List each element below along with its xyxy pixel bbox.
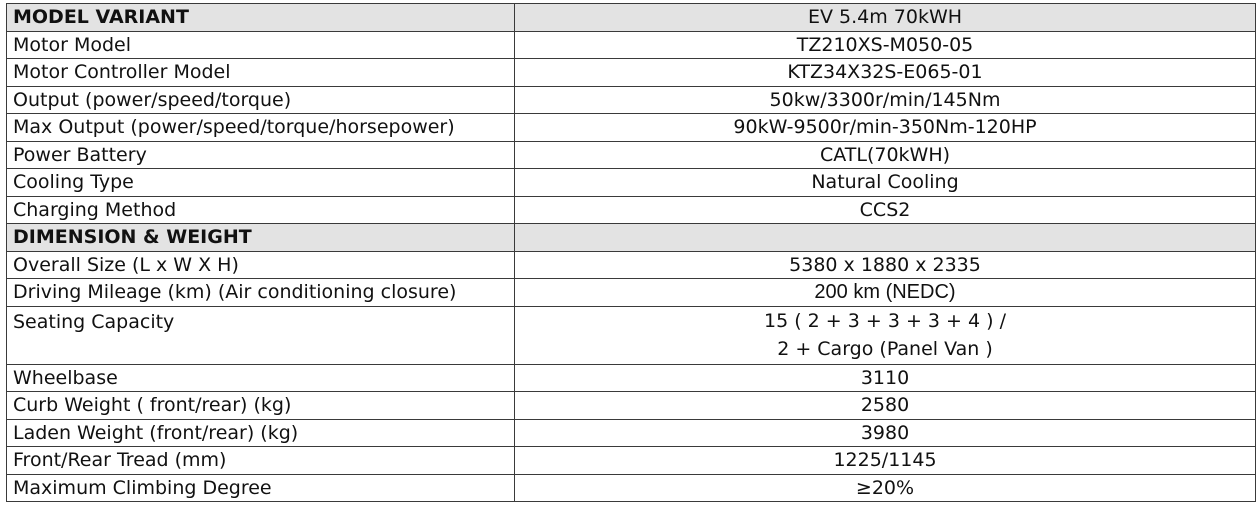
table-row (7, 392, 1256, 420)
row-value: ≥20% (515, 474, 1256, 502)
row-label: Overall Size (L x W X H) (7, 251, 515, 279)
row-label: Output (power/speed/torque) (7, 86, 515, 114)
row-label: Power Battery (7, 141, 515, 169)
row-value: CATL(70kWH) (515, 141, 1256, 169)
row-value-line-2: 2 + Cargo (Panel Van ) (777, 338, 993, 360)
row-value: KTZ34X32S-E065-01 (515, 59, 1256, 87)
row-label: Laden Weight (front/rear) (kg) (7, 419, 515, 447)
row-value: CCS2 (515, 196, 1256, 224)
table-row (7, 306, 1256, 364)
table-row (7, 419, 1256, 447)
row-value (515, 306, 1256, 364)
model-variant-value: EV 5.4m 70kWH (515, 4, 1256, 32)
section-label: MODEL VARIANT (7, 4, 515, 32)
row-label: Driving Mileage (km) (Air conditioning closure) (7, 279, 515, 307)
row-label: Motor Model (7, 31, 515, 59)
table-row (7, 141, 1256, 169)
table-row (7, 279, 1256, 307)
row-value: TZ210XS-M050-05 (515, 31, 1256, 59)
row-value: 5380 x 1880 x 2335 (515, 251, 1256, 279)
section-label: DIMENSION & WEIGHT (7, 224, 515, 252)
row-value: 3110 (515, 364, 1256, 392)
row-label: Seating Capacity (7, 306, 515, 364)
row-label: Motor Controller Model (7, 59, 515, 87)
table-row (7, 59, 1256, 87)
table-row (7, 196, 1256, 224)
row-value: Natural Cooling (515, 169, 1256, 197)
table-row (7, 31, 1256, 59)
table-row (7, 251, 1256, 279)
row-value: 50kw/3300r/min/145Nm (515, 86, 1256, 114)
spec-table (6, 3, 1256, 502)
row-label: Front/Rear Tread (mm) (7, 447, 515, 475)
table-row (7, 364, 1256, 392)
table-row (7, 169, 1256, 197)
table-row (7, 447, 1256, 475)
row-label: Max Output (power/speed/torque/horsepower) (7, 114, 515, 142)
table-row (7, 474, 1256, 502)
row-value-line-1: 15 ( 2 + 3 + 3 + 3 + 4 ) / (764, 310, 1006, 332)
row-label: Curb Weight ( front/rear) (kg) (7, 392, 515, 420)
table-row (7, 86, 1256, 114)
table-row (7, 114, 1256, 142)
section-value-empty (515, 224, 1256, 252)
row-value: 1225/1145 (515, 447, 1256, 475)
row-value: 90kW-9500r/min-350Nm-120HP (515, 114, 1256, 142)
row-value: 2580 (515, 392, 1256, 420)
row-value: 200 km (NEDC) (515, 279, 1256, 307)
row-label: Maximum Climbing Degree (7, 474, 515, 502)
section-header-model-variant (7, 4, 1256, 32)
row-label: Charging Method (7, 196, 515, 224)
row-label: Cooling Type (7, 169, 515, 197)
section-header-dimension-weight (7, 224, 1256, 252)
row-value: 3980 (515, 419, 1256, 447)
row-label: Wheelbase (7, 364, 515, 392)
